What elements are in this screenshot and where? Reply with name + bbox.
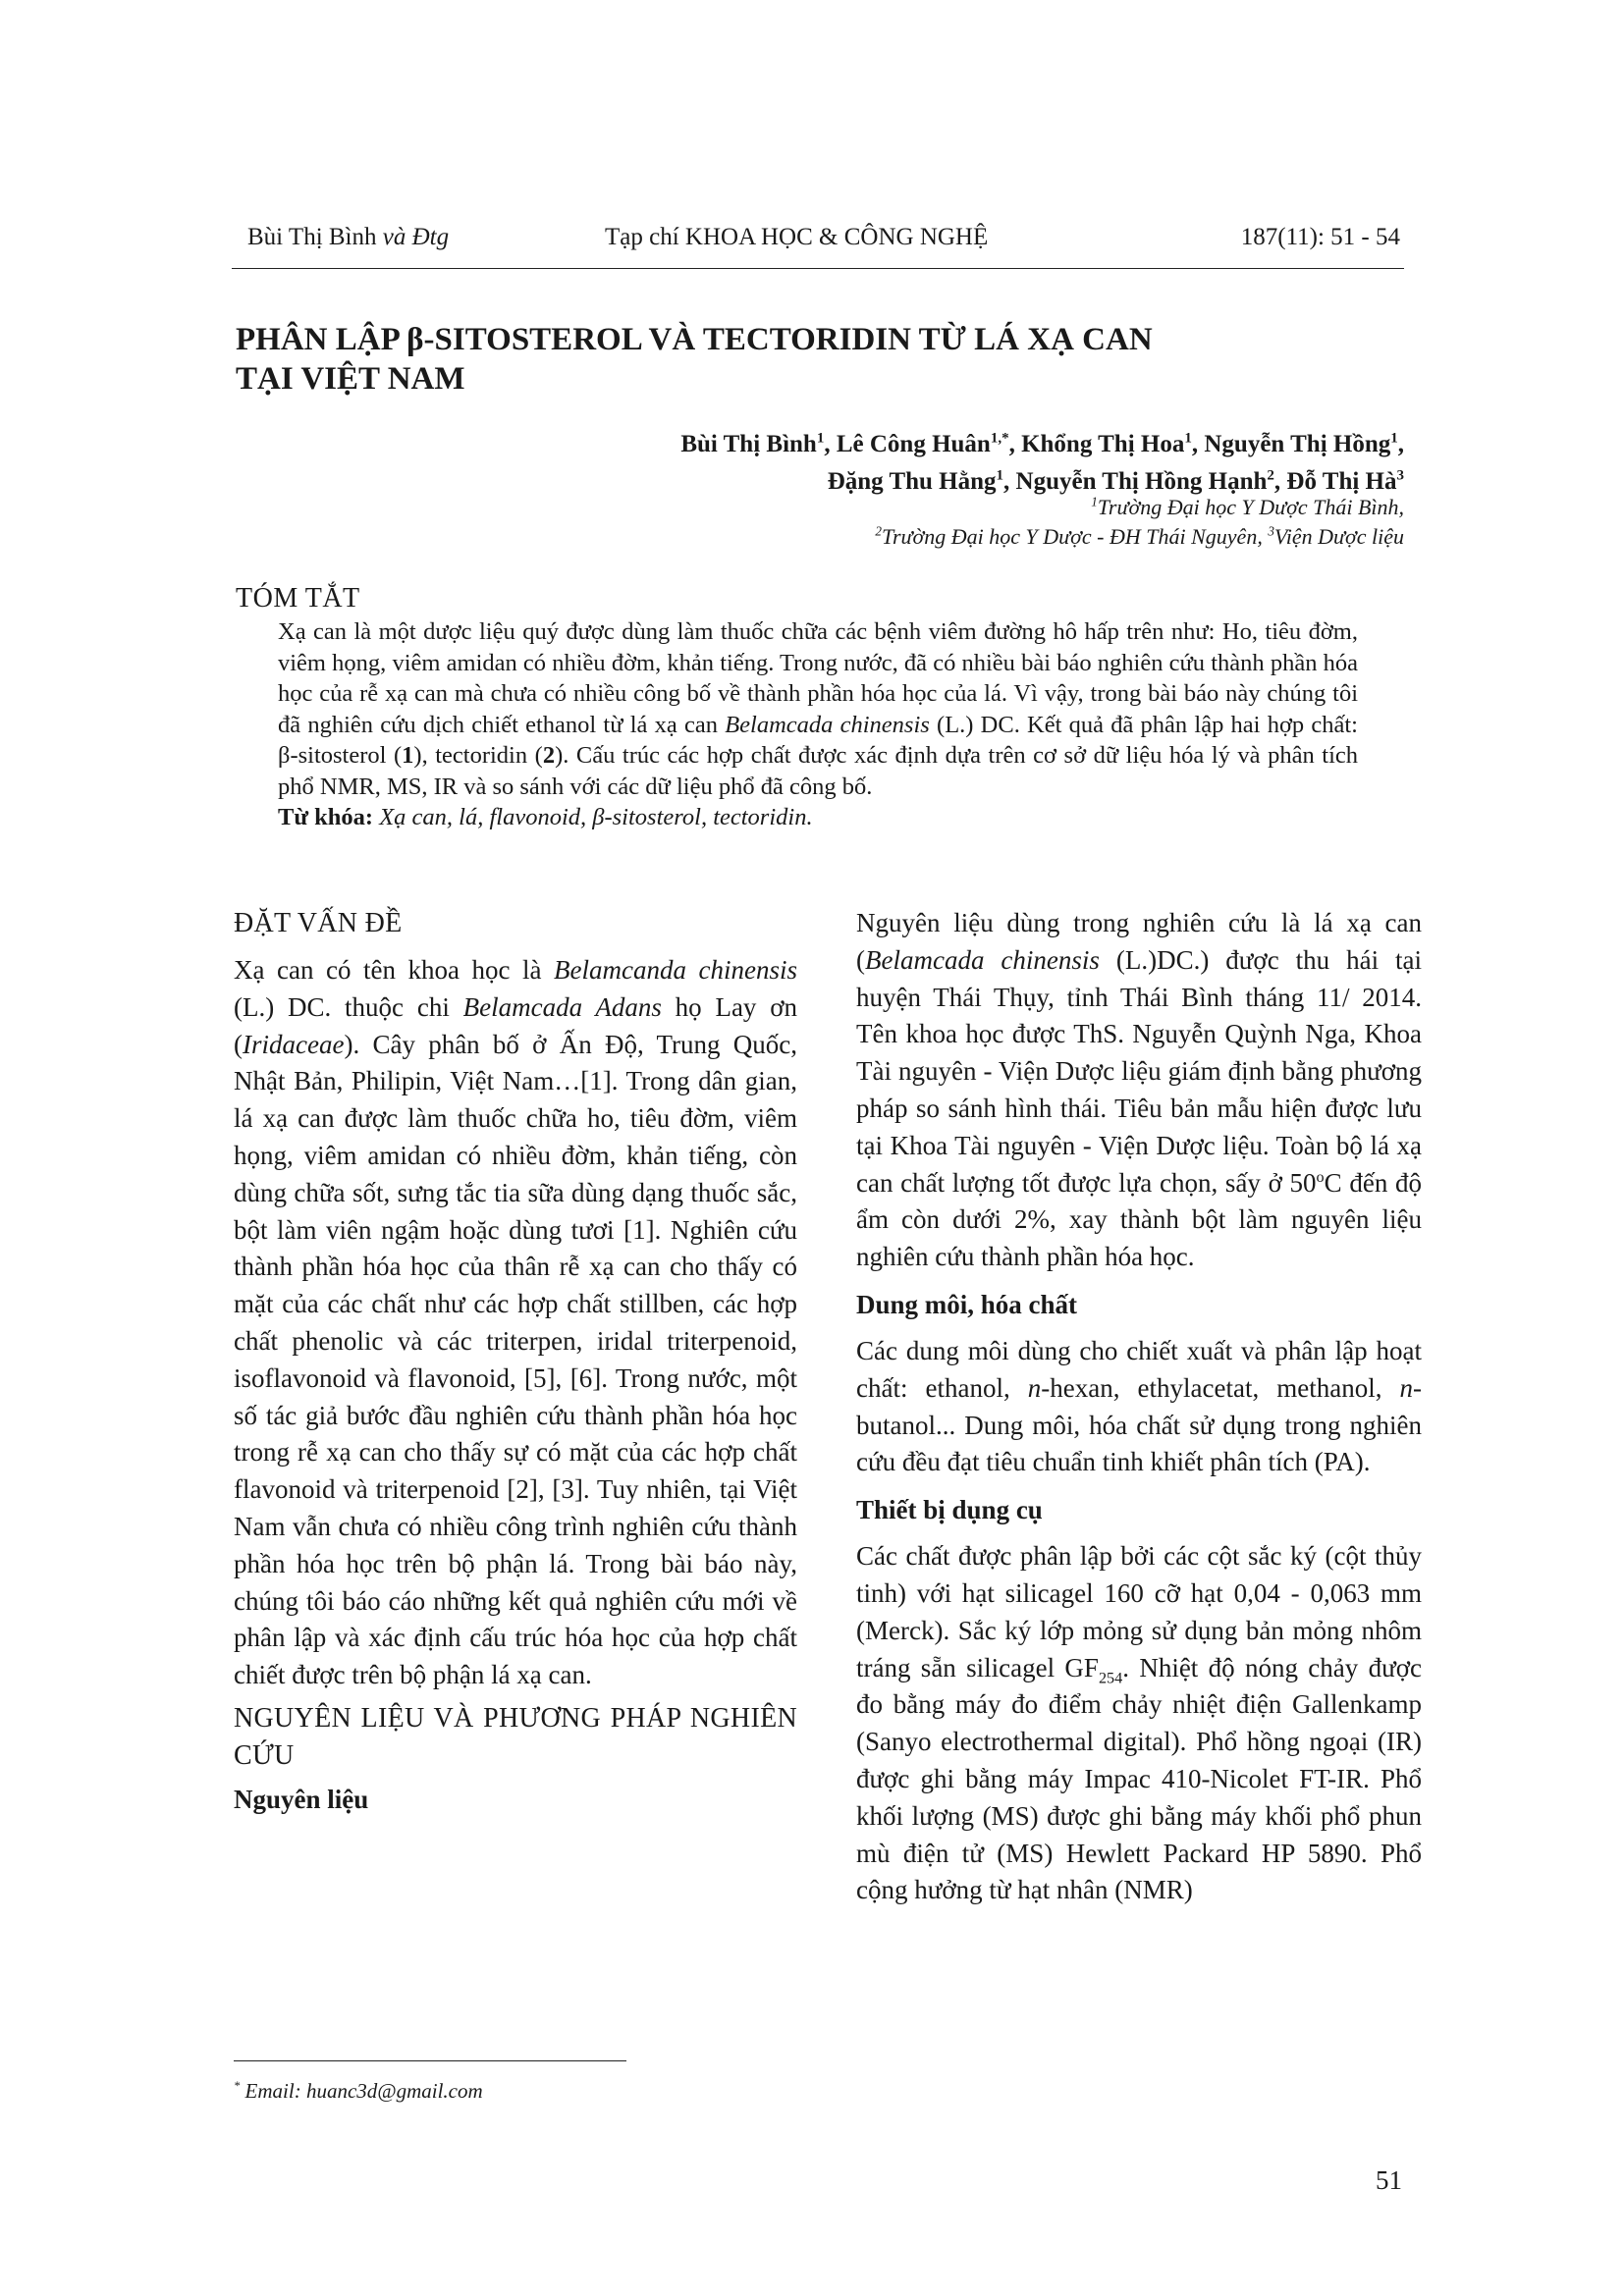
author: Nguyễn Thị Hồng Hạnh — [1015, 468, 1268, 495]
page-number: 51 — [1376, 2165, 1402, 2195]
paragraph-equipment: Các chất được phân lập bởi các cột sắc ký (cột thủy tinh) với hạt silicagel 160 cỡ hạt 0,04 - 0,063 mm (Merck). Sắc ký lớp mỏng sử dụng bản mỏng nhôm tráng sẵn silicagel $GF_{254}$. Nhiệt độ nóng chảy được đo bằng máy đo điểm chảy nhiệt điện Gallenkamp (Sanyo electrothermal digital). Phổ hồng ngoại (IR) được ghi bằng máy Impac 410-Nicolet FT-IR. Phổ khối lượng (MS) được ghi bằng máy khối phổ phun mù điện tử (MS) Hewlett Packard HP 5890. Phổ cộng hưởng từ hạt nhân (NMR) — [856, 1541, 1422, 1905]
author: Lê Công Huân — [836, 431, 991, 457]
paragraph-intro: Xạ can có tên khoa học là Belamcanda chinensis (L.) DC. thuộc chi Belamcada Adans họ Lay ơn (Iridaceae). Cây phân bố ở Ấn Độ, Trung Quốc, Nhật Bản, Philipin, Việt Nam…[1]. Trong dân gian, lá xạ can được làm thuốc chữa ho, tiêu đờm, viêm họng, viêm amidan có nhiều đờm, khản tiếng, còn dùng chữa sốt, sưng tắc tia sữa dùng dạng thuốc sắc, bột làm viên ngậm hoặc dùng tươi [1]. Nghiên cứu thành phần hóa học của thân rễ xạ can cho thấy có mặt của các chất như các hợp chất stillben, các hợp chất phenolic và các triterpen, iridal triterpenoid, isoflavonoid và flavonoid, [5], [6]. Trong nước, một số tác giả bước đầu nghiên cứu thành phần hóa học trong rễ xạ can cho thấy sự có mặt của các hợp chất flavonoid và triterpenoid [2], [3]. Tuy nhiên, tại Việt Nam vẫn chưa có nhiều công trình nghiên cứu thành phần hóa học trên bộ phận lá. Trong bài báo này, chúng tôi báo cáo những kết quả nghiên cứu mới về phân lập và xác định cấu trúc hóa học của hợp chất chiết được trên bộ phận lá xạ can. — [234, 955, 797, 1690]
header-rule — [232, 268, 1404, 269]
header-journal: Tạp chí KHOA HỌC & CÔNG NGHỆ — [605, 224, 989, 250]
author-list: Bùi Thị Bình$^1$, Lê Công Huân$^{1,*}$, Khổng Thị Hoa$^1$, Nguyễn Thị Hồng$^1$, Đặng Thu Hằng$^1$, Nguyễn Thị Hồng Hạnh$^2$, Đỗ Thị $Hà^3$ — [680, 430, 1404, 495]
paper-title: PHÂN LẬP β-SITOSTEROL VÀ TECTORIDIN TỪ LÁ XẠ CAN TẠI VIỆT NAM — [236, 322, 1153, 397]
footnote-rule — [234, 2060, 626, 2061]
section-heading-methods: NGUYÊN LIỆU VÀ PHƯƠNG PHÁP NGHIÊN CỨU — [234, 1702, 797, 1771]
abstract-heading: TÓM TẮT — [236, 583, 360, 614]
author: Đỗ Thị Hà — [1286, 468, 1397, 495]
subsection-heading-materials: Nguyên liệu — [234, 1784, 369, 1814]
author: Nguyễn Thị Hồng — [1204, 431, 1391, 457]
subsection-heading-equipment: Thiết bị dụng cụ — [856, 1495, 1043, 1525]
affiliations: $^1$Trường Đại học Y Dược Thái Bình, $^2$Trường Đại học Y Dược - ĐH Thái Nguyên, $^3$Viện Dược liệu — [875, 494, 1404, 549]
abstract-body: Xạ can là một dược liệu quý được dùng làm thuốc chữa các bệnh viêm đường hô hấp trên như: Ho, tiêu đờm, viêm họng, viêm amidan có nhiều đờm, khản tiếng. Trong nước, đã có nhiều bài báo nghiên cứu thành phần hóa học của rễ xạ can mà chưa có nhiều công bố về thành phần hóa học của lá. Vì vậy, trong bài báo này chúng tôi đã nghiên cứu dịch chiết ethanol từ lá xạ can Belamcada chinensis (L.) DC. Kết quả đã phân lập hai hợp chất: β-sitosterol (1), tectoridin (2). Cấu trúc các hợp chất được xác định dựa trên cơ sở dữ liệu hóa lý và phân tích phổ NMR, MS, IR và so sánh với các dữ liệu phổ đã công bố. Từ khóa: Xạ can, lá, flavonoid, β-sitosterol, tectoridin. — [278, 616, 1358, 833]
running-header — [232, 218, 1404, 267]
author: Bùi Thị Bình — [680, 431, 817, 457]
author: Đặng Thu Hằng — [827, 468, 997, 495]
section-heading-intro: ĐẶT VẤN ĐỀ — [234, 908, 403, 938]
author: Khổng Thị Hoa — [1021, 431, 1185, 457]
footnote: * Email: huanc3d@gmail.com — [234, 2079, 483, 2103]
right-column — [856, 905, 1422, 1909]
header-issue: 187(11): 51 - 54 — [1240, 224, 1400, 250]
paragraph-solvents: Các dung môi dùng cho chiết xuất và phân lập hoạt chất: ethanol, n-hexan, ethylacetat, methanol, n-butanol... Dung môi, hóa chất sử dụng trong nghiên cứu đều đạt tiêu chuẩn tinh khiết phân tích (PA). — [856, 1335, 1423, 1477]
paragraph-materials: Nguyên liệu dùng trong nghiên cứu là lá xạ can (Belamcada chinensis (L.)DC.) được thu hái tại huyện Thái Thụy, tỉnh Thái Bình tháng 11/ 2014. Tên khoa học được ThS. Nguyễn Quỳnh Nga, Khoa Tài nguyên - Viện Dược liệu giám định bằng phương pháp so sánh hình thái. Tiêu bản mẫu hiện được lưu tại Khoa Tài nguyên - Viện Dược liệu. Toàn bộ lá xạ can chất lượng tốt được lựa chọn, sấy ở 50$^o$C đến độ ẩm còn dưới 2%, xay thành bột làm nguyên liệu nghiên cứu thành phần hóa học. — [856, 908, 1423, 1272]
header-author: Bùi Thị Bình và Đtg — [247, 224, 450, 250]
left-column — [234, 905, 797, 1818]
subsection-heading-solvents: Dung môi, hóa chất — [856, 1289, 1078, 1319]
keywords: Từ khóa: Xạ can, lá, flavonoid, β-sitosterol, tectoridin. — [278, 804, 813, 830]
